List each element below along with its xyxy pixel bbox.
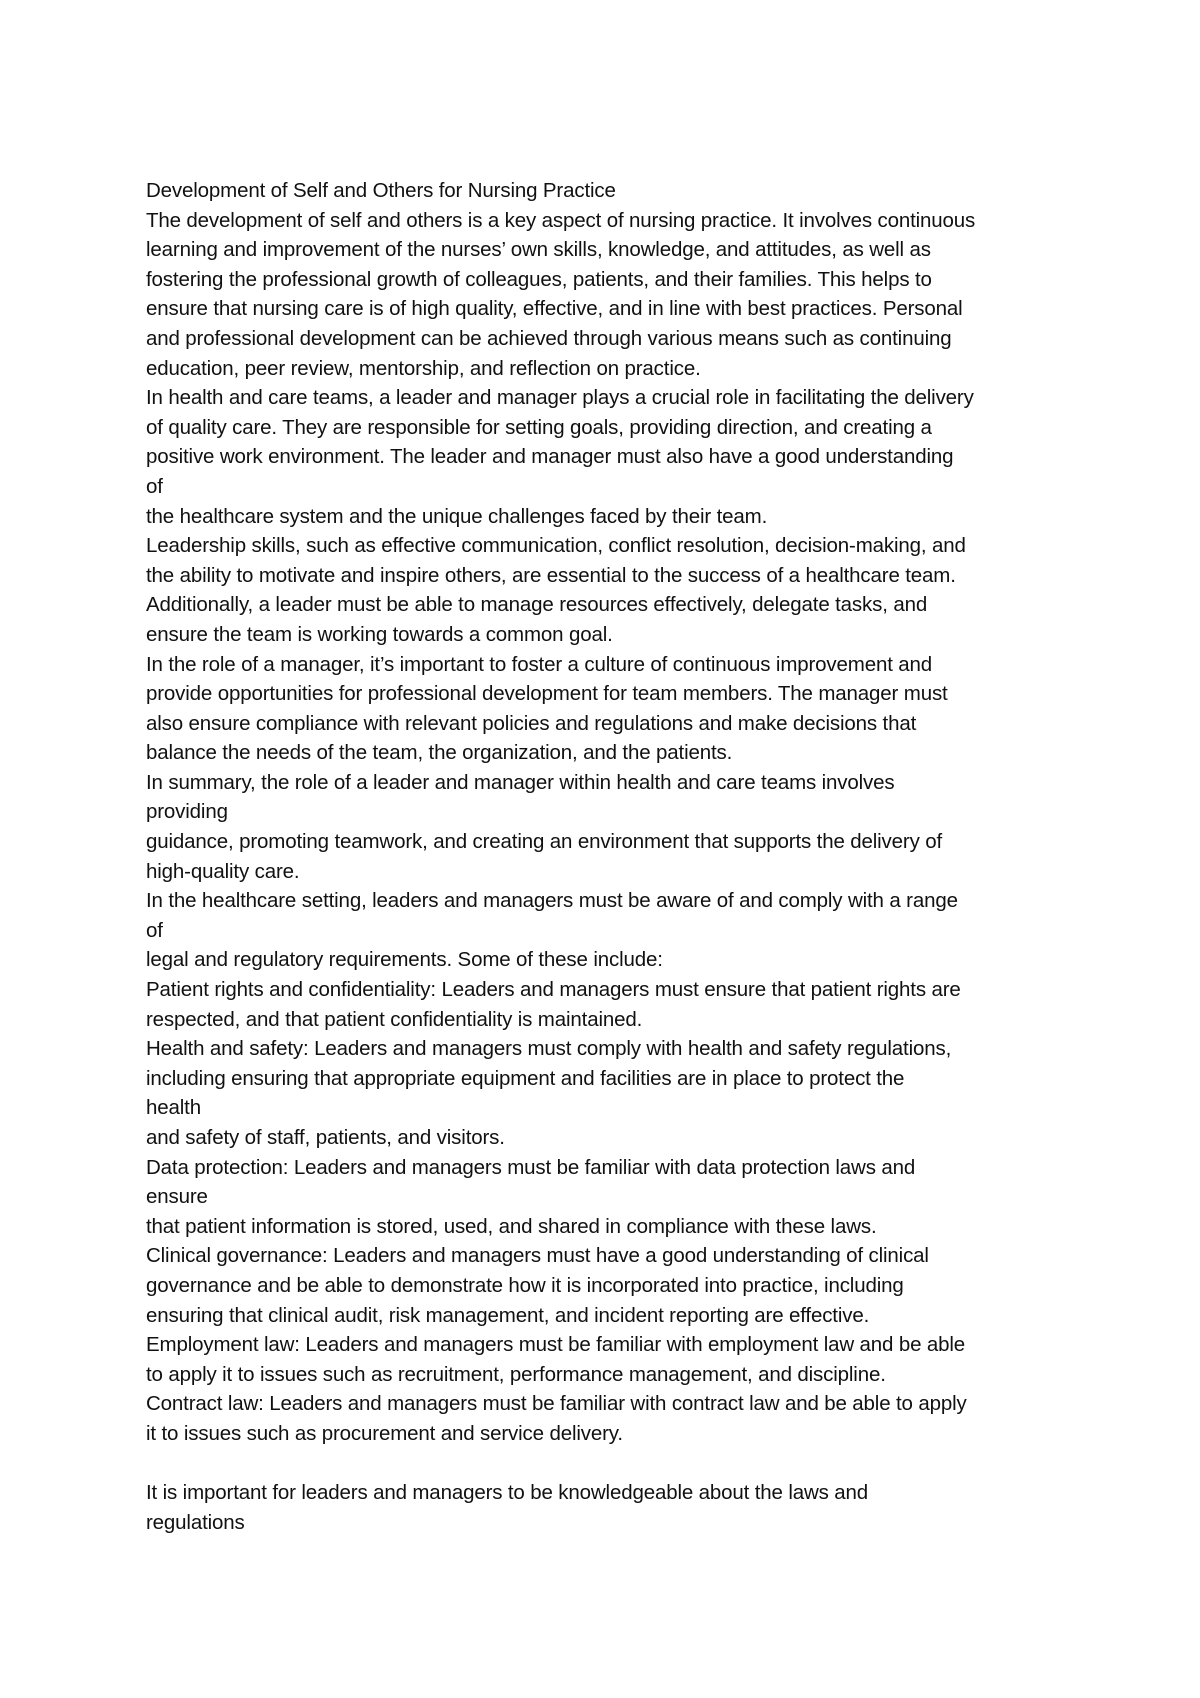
text-line: positive work environment. The leader and manager must also have a good understanding (146, 445, 954, 469)
text-line: Additionally, a leader must be able to manage resources effectively, delegate tasks, and (146, 593, 928, 617)
text-line: also ensure compliance with relevant policies and regulations and make decisions that (146, 711, 917, 735)
text-line: Data protection: Leaders and managers must be familiar with data protection laws and (146, 1155, 916, 1179)
text-line: In the healthcare setting, leaders and managers must be aware of and comply with a range (146, 889, 958, 913)
text-line: Contract law: Leaders and managers must be familiar with contract law and be able to apply (146, 1392, 967, 1416)
text-line: the healthcare system and the unique challenges faced by their team. (146, 504, 768, 528)
text-line: Employment law: Leaders and managers must be familiar with employment law and be able (146, 1333, 966, 1357)
text-line: including ensuring that appropriate equipment and facilities are in place to protect the (146, 1066, 905, 1090)
text-line: In the role of a manager, it’s important to foster a culture of continuous improvement and (146, 652, 933, 676)
text-line: and safety of staff, patients, and visitors. (146, 1126, 505, 1149)
text-line: of (146, 918, 163, 942)
text-line: governance and be able to demonstrate how it is incorporated into practice, including (146, 1273, 904, 1297)
text-line: Patient rights and confidentiality: Leaders and managers must ensure that patient rights are (146, 978, 961, 1002)
text-line: to apply it to issues such as recruitment, performance management, and discipline. (146, 1362, 886, 1386)
document-body (146, 176, 1086, 1537)
text-line: the ability to motivate and inspire others, are essential to the success of a healthcare team. (146, 563, 956, 587)
text-line: Leadership skills, such as effective communication, conflict resolution, decision-making, and (146, 534, 966, 558)
text-line: Clinical governance: Leaders and managers must have a good understanding of clinical (146, 1244, 929, 1268)
text-line: it to issues such as procurement and service delivery. (146, 1421, 623, 1445)
blank-line (146, 1449, 1086, 1479)
text-line: balance the needs of the team, the organization, and the patients. (146, 741, 733, 765)
text-line: In health and care teams, a leader and manager plays a crucial role in facilitating the delivery (146, 386, 974, 410)
text-line: In summary, the role of a leader and manager within health and care teams involves (146, 770, 895, 794)
text-line: ensure that nursing care is of high quality, effective, and in line with best practices. Personal (146, 297, 963, 321)
text-line: of (146, 474, 163, 498)
text-line: providing (146, 800, 228, 824)
text-line: respected, and that patient confidentiality is maintained. (146, 1007, 643, 1031)
text-line: Health and safety: Leaders and managers must comply with health and safety regulations, (146, 1037, 952, 1061)
text-line: and professional development can be achieved through various means such as continuing (146, 326, 952, 350)
text-line: It is important for leaders and managers to be knowledgeable about the laws and (146, 1481, 869, 1505)
text-line: that patient information is stored, used, and shared in compliance with these laws. (146, 1214, 877, 1238)
text-line: regulations (146, 1510, 245, 1534)
text-line: The development of self and others is a key aspect of nursing practice. It involves continuous (146, 208, 976, 232)
text-line: health (146, 1096, 201, 1120)
text-line: provide opportunities for professional development for team members. The manager must (146, 682, 948, 706)
text-line: high-quality care. (146, 859, 300, 883)
document-title: Development of Self and Others for Nursing Practice (146, 179, 616, 202)
text-line: education, peer review, mentorship, and reflection on practice. (146, 356, 701, 380)
text-line: guidance, promoting teamwork, and creating an environment that supports the delivery of (146, 830, 943, 854)
text-line: ensure (146, 1185, 208, 1209)
text-line: fostering the professional growth of colleagues, patients, and their families. This helps to (146, 267, 932, 291)
text-line: learning and improvement of the nurses’ own skills, knowledge, and attitudes, as well as (146, 238, 931, 262)
text-line: ensure the team is working towards a common goal. (146, 622, 613, 646)
text-line: ensuring that clinical audit, risk management, and incident reporting are effective. (146, 1303, 870, 1327)
text-line: legal and regulatory requirements. Some of these include: (146, 948, 663, 972)
text-line: of quality care. They are responsible for setting goals, providing direction, and creating a (146, 415, 932, 439)
